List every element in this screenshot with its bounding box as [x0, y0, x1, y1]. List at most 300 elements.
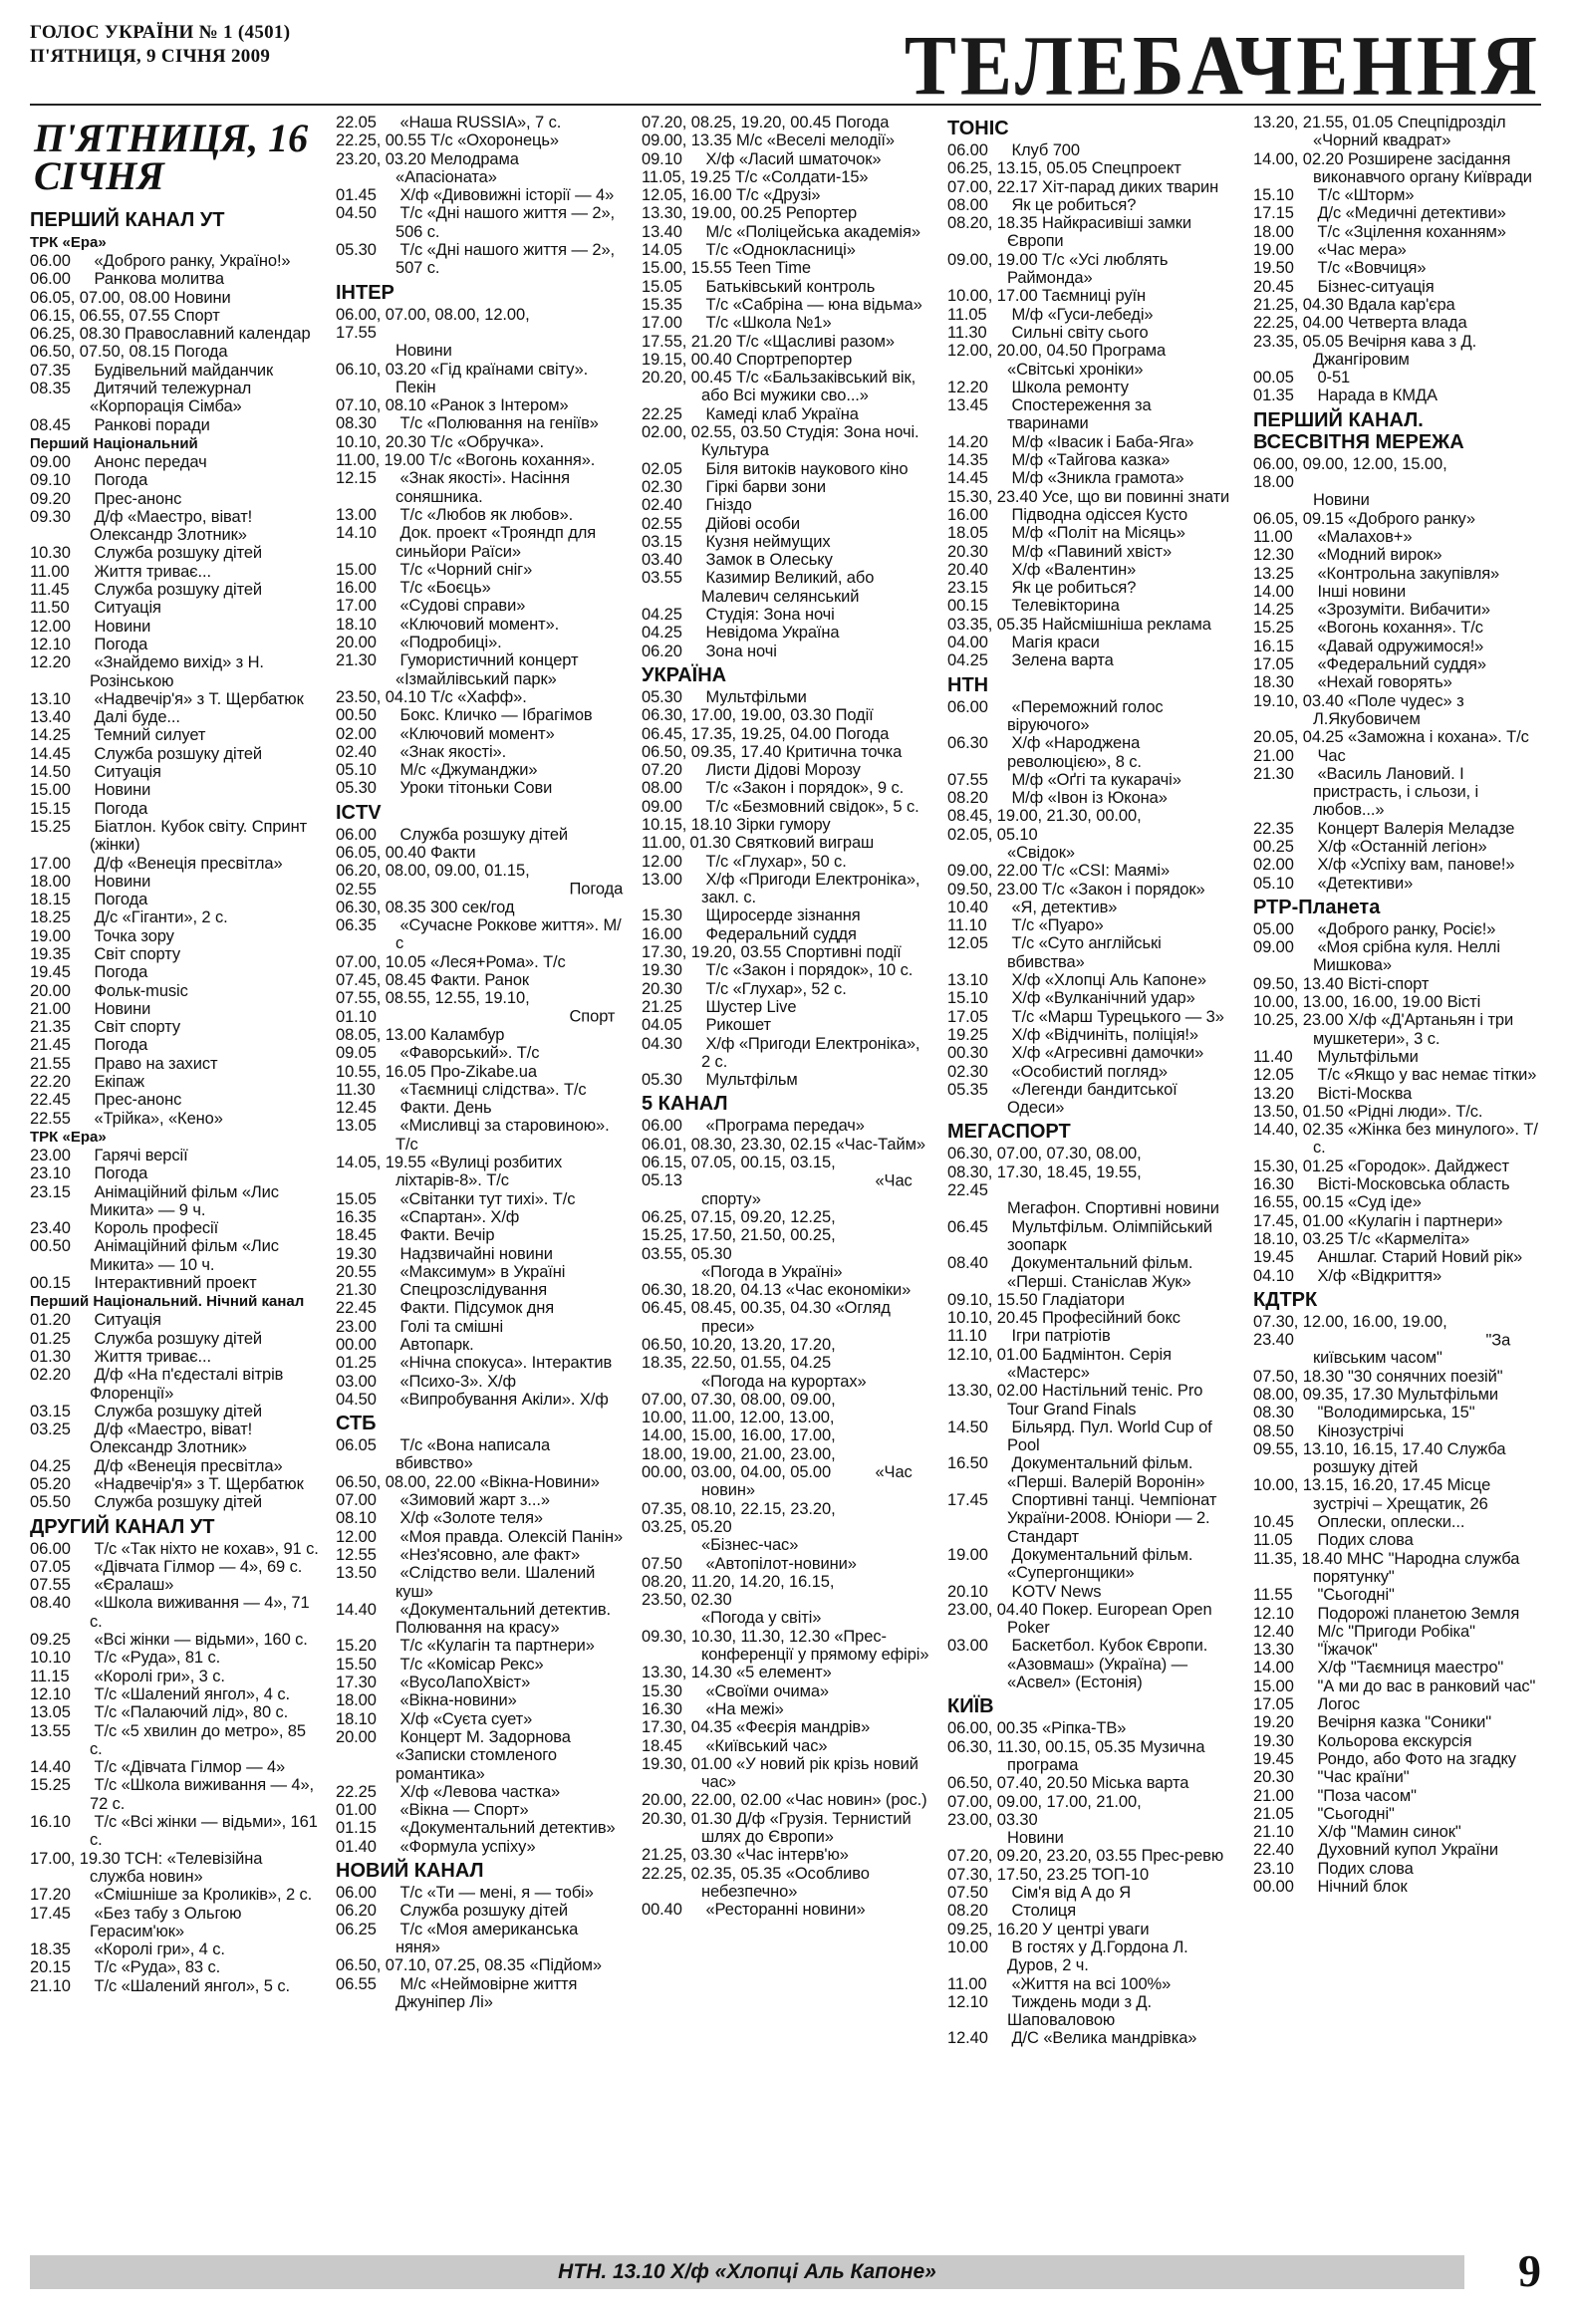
- program-time: 00.50: [30, 1237, 71, 1256]
- program-time: 15.15: [30, 799, 71, 818]
- program-time: 06.00: [642, 1117, 682, 1136]
- program-time: 07.10, 08.10: [336, 396, 426, 415]
- program-time: 06.50, 07.40, 20.50: [947, 1774, 1088, 1793]
- program-time: 00.00: [1253, 1878, 1294, 1897]
- program-item: [1253, 1841, 1541, 1859]
- program-title: «Смішніше за Кроликів», 2 с.: [94, 1886, 313, 1905]
- program-time: 14.10: [336, 524, 377, 543]
- program-time: 06.30, 08.35: [336, 898, 426, 916]
- program-title: Будівельний майданчик: [94, 361, 274, 380]
- page-footer: [0, 2247, 1571, 2307]
- program-title: Усе, що ви повинні знати: [1042, 487, 1230, 506]
- program-item: [30, 1330, 319, 1348]
- program-item: [947, 1081, 1236, 1118]
- program-title: Концерт М. Задорнова «Записки стомленого романтика»: [395, 1727, 571, 1783]
- program-title: Служба розшуку дітей: [94, 744, 263, 763]
- program-title: Голі та смішні: [399, 1317, 504, 1336]
- program-item: [642, 1208, 930, 1281]
- program-time: 14.45: [947, 469, 988, 488]
- program-time: 11.40: [1253, 1047, 1293, 1066]
- program-title: У центрі уваги: [1042, 1920, 1150, 1938]
- program-item: [642, 1136, 930, 1154]
- program-title: Мультфільми: [705, 687, 807, 706]
- program-time: 21.30: [336, 651, 377, 670]
- program-item: [947, 324, 1236, 342]
- program-time: 10.00, 13.15, 16.20, 17.45: [1253, 1476, 1443, 1495]
- program-time: 13.20, 21.55, 01.05: [1253, 114, 1394, 131]
- program-title: Факти. День: [399, 1099, 492, 1118]
- program-time: 19.25: [947, 1025, 988, 1044]
- program-item: [30, 963, 319, 981]
- program-item: [1253, 1605, 1541, 1623]
- program-time: 13.20: [1253, 1084, 1294, 1103]
- program-title: Король професії: [94, 1219, 219, 1238]
- program-title: Прес-анонс: [94, 489, 182, 508]
- program-time: 17.30, 04.35: [642, 1718, 732, 1737]
- program-item: [947, 1847, 1236, 1865]
- program-item: [30, 1366, 319, 1403]
- program-title: Т/с «Марш Турецького — 3»: [1011, 1007, 1224, 1026]
- program-time: 03.00: [336, 1372, 377, 1391]
- program-time: 12.05: [1253, 1066, 1294, 1085]
- program-time: 06.50, 07.50, 08.15: [30, 343, 170, 362]
- program-time: 14.50: [30, 763, 71, 782]
- program-title: Про-Zikabe.ua: [430, 1062, 537, 1081]
- program-time: 14.45: [30, 744, 71, 763]
- program-title: "Їжачок": [1317, 1641, 1378, 1660]
- program-title: Щиросерде зізнання: [705, 906, 861, 925]
- program-title: «Судові справи»: [399, 597, 526, 616]
- program-item: [642, 496, 930, 514]
- program-item: [642, 1664, 930, 1681]
- program-time: 11.10: [947, 916, 987, 935]
- program-title: Подих слова: [1317, 1859, 1414, 1878]
- program-title: «Документальний детектив»: [399, 1819, 616, 1838]
- program-time: 06.05: [336, 1436, 377, 1455]
- program-time: 10.00, 13.00, 16.00, 19.00: [1253, 993, 1443, 1012]
- program-title: «Доброго ранку, Росіє!»: [1317, 919, 1496, 938]
- program-item: [30, 1850, 319, 1887]
- program-item: [947, 1382, 1236, 1419]
- program-title: Новини: [1007, 1829, 1064, 1848]
- program-time: 08.20, 18.35: [947, 214, 1038, 233]
- program-time: 14.25: [1253, 601, 1294, 620]
- program-item: [947, 196, 1236, 214]
- program-item: [642, 853, 930, 871]
- program-time: 11.00, 01.30: [642, 834, 731, 853]
- program-title: «Василь Лановий. І пристрасть, і сльози, і любов...»: [1313, 764, 1479, 820]
- section-title: ТЕЛЕБАЧЕННЯ: [904, 17, 1541, 114]
- program-item: [30, 618, 319, 636]
- program-title: Замок в Олеську: [705, 551, 833, 570]
- program-title: «Сучасне Роккове життя». М/с: [395, 916, 622, 953]
- program-item: [30, 1493, 319, 1511]
- program-item: [336, 1281, 625, 1299]
- program-item: [642, 906, 930, 924]
- program-item: [336, 1263, 625, 1281]
- program-title: Т/с «5 хвилин до метро», 85 с.: [90, 1721, 306, 1758]
- program-time: 06.00, 09.00, 12.00, 15.00, 18.00: [1253, 454, 1447, 492]
- program-item: [947, 1327, 1236, 1345]
- program-item: [1253, 1175, 1541, 1193]
- program-time: 06.50, 07.10, 07.25, 08.35: [336, 1956, 526, 1975]
- program-title: Новини: [173, 288, 231, 307]
- program-title: Батьківський контроль: [705, 277, 876, 296]
- program-time: 09.10: [642, 149, 682, 168]
- program-item: [30, 362, 319, 380]
- program-title: Таємниці руїн: [1042, 287, 1146, 306]
- program-item: [336, 1354, 625, 1372]
- program-time: 21.05: [1253, 1804, 1294, 1823]
- program-title: Т/с «Ти — мені, я — тобі»: [399, 1884, 594, 1903]
- program-item: [30, 1722, 319, 1759]
- program-item: [1253, 993, 1541, 1011]
- channel-name: УКРАЇНА: [642, 663, 727, 686]
- program-item: [642, 333, 930, 351]
- program-item: [947, 287, 1236, 305]
- program-item: [30, 873, 319, 891]
- program-title: Оплески, оплески...: [1317, 1513, 1465, 1532]
- program-title: Д/ф «Венеція пресвітла»: [94, 1456, 283, 1475]
- program-item: [642, 1016, 930, 1034]
- program-time: 13.30, 19.00, 00.25: [642, 204, 782, 223]
- program-title: «Таємниці слідства». Т/с: [399, 1080, 587, 1099]
- program-time: 10.25, 23.00: [1253, 1011, 1344, 1030]
- program-item: [947, 543, 1236, 561]
- program-time: 08.30: [336, 414, 377, 433]
- program-time: 17.30: [336, 1674, 377, 1692]
- program-time: 06.25, 07.15, 09.20, 12.25, 15.25, 17.50, 21.50, 00.25, 03.55, 05.30: [642, 1207, 836, 1263]
- program-title: Зелена варта: [1011, 651, 1114, 670]
- program-item: [30, 1558, 319, 1576]
- program-title: Д/ф «Маестро, віват! Олександр Злотник»: [90, 1420, 253, 1457]
- program-time: 15.25: [1253, 619, 1294, 638]
- program-title: Т/с «Дівчата Гілмор — 4»: [94, 1758, 286, 1777]
- program-item: [1253, 1476, 1541, 1513]
- program-time: 09.30, 10.30, 11.30, 12.30: [642, 1627, 830, 1646]
- program-item: [1253, 1085, 1541, 1103]
- program-title: «Федеральний суддя»: [1317, 655, 1486, 674]
- program-time: 06.00: [30, 252, 71, 270]
- program-item: [336, 706, 625, 724]
- program-time: 05.50: [30, 1493, 71, 1512]
- program-title: М/ф «Павиний хвіст»: [1011, 542, 1173, 561]
- program-time: 07.05: [30, 1557, 71, 1576]
- channel-name: КДТРК: [1253, 1288, 1318, 1311]
- program-title: Репортер: [785, 204, 858, 223]
- program-time: 06.30: [947, 734, 988, 753]
- program-title: Д/с «Гіганти», 2 с.: [94, 908, 228, 927]
- program-time: 02.30: [642, 477, 682, 496]
- program-time: 16.35: [336, 1207, 377, 1226]
- program-item: [30, 653, 319, 690]
- channel-name: ТОНІС: [947, 118, 1009, 139]
- program-time: 11.55: [1253, 1586, 1293, 1605]
- program-title: Т/с «Школа виживання — 4», 72 с.: [90, 1776, 315, 1813]
- program-title: «Психо-3». Х/ф: [399, 1372, 517, 1391]
- program-title: «Поле чудес» з Л.Якубовичем: [1313, 691, 1464, 728]
- channel-name: КИЇВ: [947, 1695, 994, 1718]
- program-title: Шустер Live: [705, 997, 797, 1016]
- program-item: [30, 599, 319, 617]
- program-item: [642, 1628, 930, 1665]
- program-title: Т/с «Вона написала вбивство»: [395, 1436, 551, 1473]
- program-time: 00.05: [1253, 369, 1294, 387]
- program-item: [642, 943, 930, 961]
- program-time: 22.20: [30, 1073, 71, 1092]
- program-title: Спостереження за тваринами: [1007, 396, 1152, 433]
- program-time: 13.50, 01.50: [1253, 1102, 1344, 1121]
- program-item: [30, 1594, 319, 1631]
- program-item: [1253, 1048, 1541, 1066]
- program-time: 18.10: [336, 615, 377, 634]
- channel-name: НТН: [947, 673, 989, 696]
- program-item: [947, 141, 1236, 159]
- program-item: [336, 844, 625, 862]
- program-time: 06.25, 13.15, 05.05: [947, 159, 1088, 178]
- program-title: Тиждень моди з Д. Шаповаловою: [1007, 1992, 1152, 2030]
- program-time: 16.00: [947, 505, 988, 524]
- program-title: Д/ф «Венеція пресвітла»: [94, 854, 283, 873]
- program-item: [642, 1281, 930, 1299]
- program-item: [642, 1035, 930, 1072]
- footer-highlight: НТН. 13.10 Х/ф «Хлопці Аль Капоне»: [558, 2260, 936, 2283]
- program-item: [1253, 1531, 1541, 1549]
- program-title: Федеральний суддя: [705, 924, 857, 943]
- program-title: Х/ф «Д'Артаньян і три мушкетери», 3 с.: [1313, 1011, 1514, 1048]
- program-time: 11.45: [30, 581, 70, 600]
- program-item: [947, 1008, 1236, 1026]
- program-title: Найсмішніша реклама: [1042, 615, 1211, 634]
- program-time: 18.00: [336, 1691, 377, 1710]
- program-item: [30, 1348, 319, 1366]
- program-time: 07.50, 18.30: [1253, 1367, 1344, 1386]
- program-title: Прес-анонс: [94, 1091, 182, 1110]
- program-item: [1253, 875, 1541, 893]
- program-item: [642, 150, 930, 168]
- program-item: [1253, 638, 1541, 655]
- program-time: 11.00, 19.00: [336, 451, 425, 470]
- program-item: [30, 745, 319, 763]
- program-title: «Час мера»: [1317, 241, 1407, 260]
- program-time: 01.00: [336, 1801, 377, 1820]
- program-title: Нічний блок: [1317, 1878, 1408, 1897]
- program-item: [336, 414, 625, 432]
- program-time: 21.00: [1253, 746, 1294, 765]
- channel-name: НОВИЙ КАНАЛ: [336, 1860, 484, 1883]
- program-time: 17.00: [642, 314, 682, 333]
- program-title: KOTV News: [1011, 1582, 1102, 1601]
- program-title: Т/с «Друзі»: [736, 186, 821, 205]
- program-title: Хіт-парад диких тварин: [1042, 177, 1219, 196]
- program-time: 14.00: [1253, 1659, 1294, 1678]
- program-title: Х/ф «Народжена революцією», 8 с.: [1007, 734, 1142, 771]
- program-item: [336, 186, 625, 204]
- program-time: 19.00: [30, 926, 71, 945]
- program-item: [336, 241, 625, 278]
- program-time: 11.10: [947, 1327, 987, 1346]
- program-time: 08.45: [30, 415, 71, 434]
- program-item: [336, 1783, 625, 1801]
- program-time: 10.10, 20.45: [947, 1309, 1038, 1328]
- program-item: [30, 1940, 319, 1958]
- program-time: 19.35: [30, 944, 71, 963]
- program-item: [947, 306, 1236, 324]
- program-time: 23.40: [30, 1219, 71, 1238]
- program-title: «Знак якості». Насіння соняшника.: [395, 469, 571, 506]
- program-title: Спецрозслідування: [399, 1281, 548, 1300]
- program-item: [642, 779, 930, 797]
- program-item: [1253, 728, 1541, 746]
- program-item: [947, 1218, 1236, 1255]
- program-time: 07.35: [30, 361, 71, 380]
- program-time: 21.25, 04.30: [1253, 295, 1344, 314]
- program-time: 15.35: [642, 295, 682, 314]
- program-time: 10.55, 16.05: [336, 1062, 426, 1081]
- program-item: [1253, 186, 1541, 204]
- program-time: 12.10: [947, 1992, 988, 2011]
- program-time: 12.30: [1253, 546, 1294, 565]
- program-item: [947, 433, 1236, 451]
- program-title: Казимир Великий, або Малевич селянський: [701, 569, 875, 606]
- program-title: «Мисливці за старовиною». Т/с: [395, 1117, 610, 1154]
- program-title: «Всі жінки — відьми», 160 с.: [94, 1631, 308, 1650]
- program-item: [30, 891, 319, 908]
- program-time: 09.00, 13.35: [642, 131, 732, 150]
- program-item: [947, 1921, 1236, 1938]
- program-time: 06.15, 06.55, 07.55: [30, 306, 170, 325]
- column-1: [30, 114, 319, 2223]
- footer-bar: [30, 2255, 1464, 2289]
- program-time: 13.30, 02.00: [947, 1382, 1038, 1401]
- program-item: [1253, 241, 1541, 259]
- program-title: Погода: [173, 343, 228, 362]
- program-item: [947, 1884, 1236, 1902]
- channel-name: 5 КАНАЛ: [642, 1093, 728, 1116]
- program-item: [947, 561, 1236, 579]
- program-title: Новини: [94, 617, 151, 636]
- program-title: Т/с «Кулагін та партнери»: [399, 1637, 595, 1656]
- tv-listings: [30, 114, 1541, 2223]
- program-item: [30, 1631, 319, 1649]
- program-time: 08.10: [336, 1509, 377, 1528]
- program-time: 03.15: [642, 532, 682, 551]
- program-title: Т/с «Пуаро»: [1011, 916, 1104, 935]
- program-item: [30, 945, 319, 963]
- program-item: [1253, 1641, 1541, 1659]
- program-title: Т/с «Однокласниці»: [705, 241, 856, 260]
- program-time: 08.20, 11.20, 14.20, 16.15, 23.50, 02.30: [642, 1572, 835, 1610]
- program-item: [947, 1774, 1236, 1792]
- program-time: 08.00: [642, 779, 682, 798]
- program-title: Гарячі версії: [94, 1146, 188, 1164]
- program-item: [336, 953, 625, 971]
- program-time: 19.20: [1253, 1713, 1294, 1732]
- program-title: Т/с «Дні нашого життя — 2», 507 с.: [395, 241, 616, 278]
- program-item: [1253, 673, 1541, 691]
- program-time: 05.30: [336, 779, 377, 798]
- program-title: Х/ф «Пригоди Електроніка», 2 с.: [701, 1034, 920, 1071]
- program-title: Невідома Україна: [705, 624, 840, 643]
- program-item: [947, 1145, 1236, 1217]
- program-title: «Подробиці».: [399, 634, 502, 652]
- program-time: 15.10: [1253, 186, 1294, 205]
- block-subheading: ТРК «Ера»: [30, 1128, 107, 1146]
- program-title: М/ф «Тайгова казка»: [1011, 451, 1171, 470]
- program-time: 05.00: [1253, 919, 1294, 938]
- program-item: [947, 1454, 1236, 1491]
- program-title: «Час новин» (рос.): [785, 1791, 927, 1810]
- program-time: 23.10: [30, 1164, 71, 1183]
- program-time: 00.40: [642, 1901, 682, 1920]
- program-title: "Сьогодні": [1317, 1804, 1395, 1823]
- program-item: [1253, 1659, 1541, 1677]
- program-item: [1253, 1586, 1541, 1604]
- program-title: Сім'я від А до Я: [1011, 1884, 1132, 1903]
- program-time: 13.00: [336, 505, 377, 524]
- program-time: 21.35: [30, 1018, 71, 1037]
- program-time: 18.35: [30, 1940, 71, 1959]
- program-item: [947, 1719, 1236, 1737]
- program-item: [947, 698, 1236, 735]
- program-item: [1253, 1695, 1541, 1713]
- program-time: 09.10, 15.50: [947, 1290, 1038, 1309]
- program-time: 22.25, 02.35, 05.35: [642, 1864, 782, 1883]
- program-title: Погода: [835, 724, 890, 743]
- program-title: Новини: [395, 342, 452, 361]
- program-time: 01.25: [336, 1354, 377, 1373]
- program-item: [947, 1309, 1236, 1327]
- program-item: [947, 734, 1236, 771]
- program-time: 18.15: [30, 891, 71, 909]
- program-item: [30, 270, 319, 288]
- program-item: [1253, 692, 1541, 729]
- program-item: [1253, 747, 1541, 765]
- program-item: [642, 1117, 930, 1135]
- program-title: "Володимирська, 15": [1317, 1404, 1475, 1422]
- program-item: [1253, 1313, 1541, 1368]
- program-item: [642, 569, 930, 606]
- program-title: "За київським часом": [1313, 1331, 1511, 1368]
- program-item: [642, 1846, 930, 1864]
- program-item: [30, 563, 319, 581]
- program-title: «Ключовий момент».: [399, 615, 560, 634]
- program-item: [1253, 1823, 1541, 1841]
- program-item: [30, 763, 319, 781]
- program-time: 18.45: [336, 1226, 377, 1245]
- program-time: 07.20, 08.25, 19.20, 00.45: [642, 114, 832, 131]
- program-item: [30, 307, 319, 325]
- program-title: «Бізнес-час»: [701, 1536, 799, 1555]
- program-item: [30, 581, 319, 599]
- program-title: Т/с «Полювання на геніїв»: [399, 414, 599, 433]
- program-item: [336, 1956, 625, 1974]
- program-title: Х/ф «Хлопці Аль Капоне»: [1011, 971, 1206, 990]
- program-title: Х/ф «Відкриття»: [1317, 1266, 1442, 1285]
- program-title: Погода: [835, 114, 890, 131]
- program-time: 01.40: [336, 1837, 377, 1856]
- program-time: 08.40: [30, 1594, 71, 1613]
- header-rule: [30, 104, 1541, 106]
- program-time: 13.25: [1253, 564, 1294, 583]
- program-time: 07.55: [947, 770, 988, 789]
- program-title: «Давай одружимося!»: [1317, 637, 1484, 655]
- program-time: 05.30: [642, 687, 682, 706]
- program-title: Вдала кар'єра: [1348, 295, 1455, 314]
- program-title: Т/с «Школа №1»: [705, 314, 832, 333]
- program-time: 17.45: [30, 1904, 71, 1923]
- program-title: Кольорова екскурсія: [1317, 1731, 1472, 1750]
